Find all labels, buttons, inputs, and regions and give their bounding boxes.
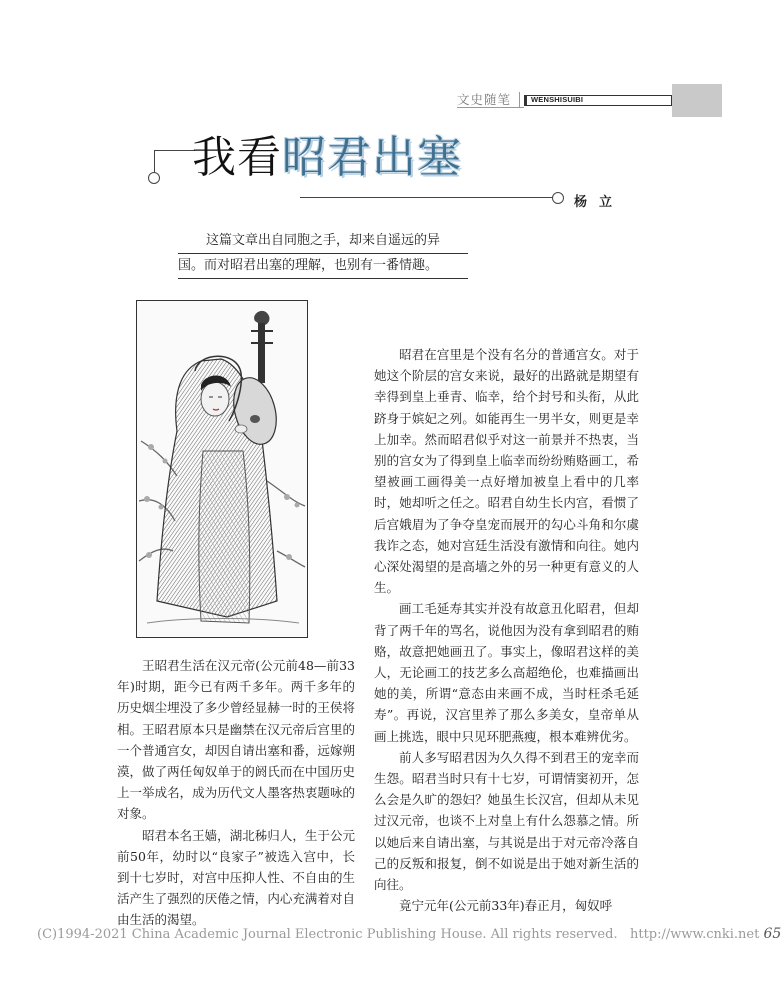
paragraph: 王昭君生活在汉元帝(公元前48—前33年)时期，距今已有两千多年。两千多年的历史烟尘埋没了多少曾经显赫一时的王侯将相。王昭君原本只是幽禁在汉元帝后宫里的一个普通宫女，却因自请出塞和番，远嫁朔漠，做了两任匈奴单于的阏氏而在中国历史上一举成名，成为历代文人墨客热衷题咏的对象。 (117, 658, 355, 822)
page-number: 65 (763, 926, 781, 942)
title-underline (300, 197, 552, 198)
footer (37, 926, 781, 942)
article-lead (178, 229, 468, 279)
paragraph: 竟宁元年(公元前33年)春正月，匈奴呼 (399, 898, 613, 914)
lead-line-2: 国。而对昭君出塞的理解，也别有一番情趣。 (178, 254, 468, 279)
title-plain-part: 我看 (192, 132, 282, 183)
left-column (117, 655, 355, 931)
section-english-label: WENSHISUIBI (531, 95, 584, 104)
author-circle-ornament (552, 192, 564, 204)
title-bracket (154, 150, 195, 177)
section-label: 文史随笔 (457, 92, 512, 107)
paragraph: 昭君本名王嫱，湖北秭归人，生于公元前50年，幼时以“良家子”被选入宫中，长到十七岁时，对宫中压抑人性、不自由的生活产生了强烈的厌倦之情，内心充满着对自由生活的渴望。 (117, 827, 355, 928)
header-rule (457, 107, 524, 108)
article-title (192, 132, 462, 183)
illustration-frame (136, 300, 308, 638)
lead-line-1: 这篇文章出自同胞之手，却来自遥远的异 (178, 229, 468, 254)
title-circle-ornament (148, 172, 160, 184)
title-accent-part: 昭君出塞 (282, 132, 462, 183)
header-gray-block (672, 84, 722, 117)
copyright-notice: (C)1994-2021 China Academic Journal Electronic Publishing House. All rights reserved. (37, 927, 618, 942)
right-column (374, 344, 639, 916)
header-bar (524, 95, 672, 106)
wang-zhaojun-pipa-illustration (137, 301, 307, 637)
paragraph: 昭君在宫里是个没有名分的普通宫女。对于她这个阶层的宫女来说，最好的出路就是期望有幸得到皇上垂青、临幸，给个封号和头衔，从此跻身于嫔妃之列。如能再生一男半女，则更是幸上加幸。然而昭君似乎对这一前景并不热衷，当别的宫女为了得到皇上临幸而纷纷贿赂画工，希望被画工画得美一点好增加被皇上看中的几率时，她却听之任之。昭君自幼生长内宫，看惯了后宫娥眉为了争夺皇宠而展开的勾心斗角和尔虞我诈之态，她对宫廷生活没有激情和向往。她内心深处渴望的是高墙之外的另一种更有意义的人生。 (374, 347, 639, 596)
paragraph: 前人多写昭君因为久久得不到君王的宠幸而生怨。昭君当时只有十七岁，可谓情窦初开，怎么会是久旷的怨妇？她虽生长汉宫，但却从未见过汉元帝，也谈不上对皇上有什么怨慕之情。所以她后来自请出塞，与其说是出于对元帝冷落自己的反叛和报复，倒不如说是出于她对新生活的向往。 (374, 749, 639, 893)
paragraph: 画工毛延寿其实并没有故意丑化昭君，但却背了两千年的骂名，说他因为没有拿到昭君的贿赂，故意把她画丑了。事实上，像昭君这样的美人，无论画工的技艺多么高超绝伦，也难描画出她的美，所谓“意态由来画不成，当时枉杀毛延寿”。再说，汉宫里养了那么多美女，皇帝单从画上挑选，眼中只见环肥燕瘦，根本难辨优劣。 (374, 601, 639, 744)
header-divider (519, 92, 520, 107)
author-name: 杨立 (574, 195, 625, 210)
source-url: http://www.cnki.net (629, 927, 760, 942)
